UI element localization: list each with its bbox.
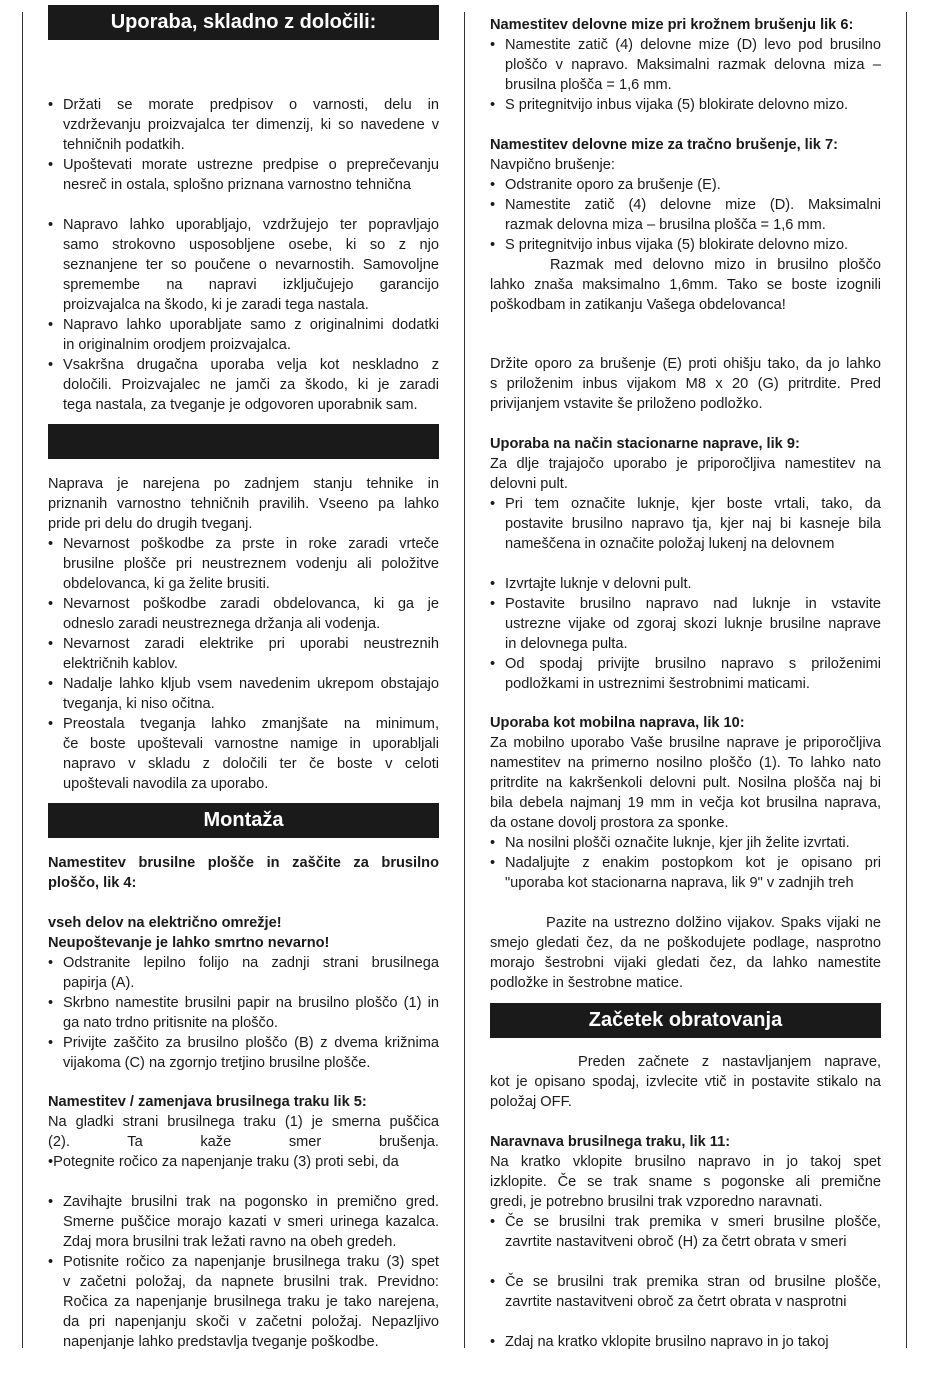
section-title-zacetek: Začetek obratovanja (490, 1003, 881, 1038)
list-item (48, 315, 439, 355)
tveganja-list (48, 534, 439, 794)
list-item-first-line: • Zdaj na kratko vklopite brusilno napravo in jo takoj (490, 1332, 881, 1352)
section-title-tveganja (48, 424, 439, 459)
lik7-heading: Namestitev delovne mize za tračno brušenje, lik 7: (490, 137, 838, 153)
text-line: kot je opisano spodaj, izvlecite vtič in postavite stikalo na (490, 1074, 881, 1090)
list-item-first-line: • S pritegnitvijo inbus vijaka (5) blokirate delovno mizo. (490, 95, 881, 115)
list-item (48, 1192, 439, 1252)
text-line: zavrtite nastavitveni obroč za četrt obrata v nasprotni (505, 1294, 847, 1310)
text-line: razmak delovna miza – brusilna plošča = 1,6 mm. (505, 217, 826, 233)
list-item-first-line: • Odstranite oporo za brušenje (E). (490, 175, 881, 195)
text-line: papirja (A). (63, 975, 135, 991)
list-item-first-line: • Privijte zaščito za brusilno ploščo (B) z dvema križnima (48, 1033, 439, 1053)
list-item-first-line: • Pri tem označite luknje, kjer boste vrtali, tako, da (490, 494, 881, 514)
list-item-first-line: • Na nosilni plošči označite luknje, kjer jih želite izvrtati. (490, 833, 881, 853)
text-line: (2). Ta kaže smer brušenja. (48, 1134, 439, 1150)
list-item-first-line: • Namestite zatič (4) delovne mize (D) levo pod brusilno (490, 35, 881, 55)
list-item-first-line: • Nadaljujte z enakim postopkom kot je opisano pri (490, 853, 881, 873)
text-line: lahko znaša maksimalno 1,6mm. Tako se boste izognili (490, 277, 881, 293)
text-line: Neupoštevanje je lahko smrtno nevarno! (48, 935, 330, 951)
text-line: bila debela najmanj 19 mm in večja kot brusilna naprava, (490, 795, 881, 811)
text-line: tveganja, ki niso očitna. (63, 696, 215, 712)
list-item (48, 215, 439, 315)
text-line: napravo v skladu z določili ter če boste v celoti (63, 756, 439, 772)
text-line: ustrezne vijake od zgoraj skozi luknje brusilne naprave (505, 616, 881, 632)
text-line: brusilna plošča = 1,6 mm. (505, 77, 672, 93)
text-line: podložkami in ustreznimi šestrobnimi maticami. (505, 676, 810, 692)
lik10-heading: Uporaba kot mobilna naprava, lik 10: (490, 715, 745, 731)
text-line: •Potegnite ročico za napenjanje traku (3) proti sebi, da (48, 1154, 399, 1170)
list-item-first-line: • Skrbno namestite brusilni papir na brusilno ploščo (1) in (48, 993, 439, 1013)
lik4-heading (48, 853, 439, 893)
lik11-heading: Naravnava brusilnega traku, lik 11: (490, 1134, 731, 1150)
text-line: Za mobilno uporabo Vaše brusilne naprave je priporočljiva (490, 735, 881, 751)
list-item (490, 35, 881, 95)
list-item (48, 95, 439, 155)
text-line: in originalnim orodjem proizvajalca. (63, 337, 291, 353)
text-line: Na kratko vklopite brusilno napravo in jo takoj spet (490, 1154, 881, 1170)
text-line: obdelovanca, ki ga želite brusiti. (63, 576, 270, 592)
list-item (490, 654, 881, 694)
uporaba-list (48, 95, 439, 415)
list-item-first-line: • Napravo lahko uporabljajo, vzdržujejo ter popravljajo (48, 215, 439, 235)
text-line: poškodbam in zatikanju Vašega obdelovanca! (490, 297, 786, 313)
zacetek-text (490, 1052, 881, 1112)
text-line: podložke in šestrobne matice. (490, 975, 684, 991)
text-line: da ostane dovolj prostora za sponke. (490, 815, 729, 831)
text-line: v začetni položaj, da napnete brusilni trak. Previdno: (63, 1274, 439, 1290)
list-item (48, 534, 439, 594)
list-item-first-line: • Izvrtajte luknje v delovni pult. (490, 574, 881, 594)
lik6-list (490, 35, 881, 115)
list-item-first-line: • Nevarnost zaradi elektrike pri uporabi neustreznih (48, 634, 439, 654)
text-line: brusilne plošče pri neustreznem vodenju ali položitve (63, 556, 439, 572)
text-line: ploščo, lik 4: (48, 875, 137, 891)
list-item (490, 833, 881, 853)
text-line: zavrtite nastavitveni obroč (H) za četrt obrata v smeri (505, 1234, 847, 1250)
list-item (48, 674, 439, 714)
list-item-first-line: • S pritegnitvijo inbus vijaka (5) blokirate delovno mizo. (490, 235, 881, 255)
text-line: Ročica za napenjanje brusilnega traku je tako narejena, (63, 1294, 439, 1310)
list-item (48, 714, 439, 794)
tveganja-intro (48, 474, 439, 534)
text-line: električnih kablov. (63, 656, 178, 672)
text-line: "uporaba kot stacionarna naprava, lik 9" v zadnjih treh (505, 875, 854, 891)
list-item (48, 594, 439, 634)
text-line: Preden začnete z nastavljanjem naprave, (578, 1054, 881, 1070)
text-line: da pri napenjanju skoči v začetni položaj. Nepazljivo (63, 1314, 439, 1330)
left-margin-rule (22, 12, 23, 1348)
list-item (490, 195, 881, 235)
text-line: Zdaj mora brusilni trak ležati ravno na obeh gredeh. (63, 1234, 397, 1250)
text-line: Na gladki strani brusilnega traku (1) je smerna puščica (48, 1114, 439, 1130)
text-line: tehničnih podatkih. (63, 137, 185, 153)
text-line: smejo gledati čez, da ne poškodujete podlage, nasprotno (490, 935, 881, 951)
list-item-first-line: • Držati se morate predpisov o varnosti, delu in (48, 95, 439, 115)
lik5-list (48, 1192, 439, 1352)
text-line: določili. Proizvajalec ne jamči za škodo, ki je zaradi (63, 377, 439, 393)
list-item (48, 1252, 439, 1352)
list-item-first-line: • Vsakršna drugačna uporaba velja kot neskladno z (48, 355, 439, 375)
list-item-first-line: • Preostala tveganja lahko zmanjšate na minimum, (48, 714, 439, 734)
lik9-heading: Uporaba na način stacionarne naprave, lik 9: (490, 436, 800, 452)
text-line: spremembe na napravi izključujejo garancijo (63, 277, 439, 293)
text-line: Naprava je narejena po zadnjem stanju tehnike in (48, 476, 439, 492)
text-line: privijanjem vstavite še priloženo podložko. (490, 396, 763, 412)
text-line: vijakoma (C) na zgornjo tretjino brusilne plošče. (63, 1055, 371, 1071)
list-item (48, 634, 439, 674)
list-item (490, 1332, 881, 1352)
list-item (490, 853, 881, 893)
opora-text (490, 354, 881, 414)
lik10-text (490, 733, 881, 833)
text-line: gredi, je potrebno brusilni trak vzporedno naravnati. (490, 1194, 823, 1210)
lik7-note (490, 255, 881, 315)
list-item (490, 594, 881, 654)
list-item-first-line: • Nadalje lahko kljub vsem navedenim ukrepom obstajajo (48, 674, 439, 694)
text-line: odneslo zaradi neustreznega držanja ali vodenja. (63, 616, 381, 632)
text-line: vzdrževanju proizvajalca ter dimenzij, ki so navedene v (63, 117, 439, 133)
list-item (490, 235, 881, 255)
lik11-list (490, 1212, 881, 1352)
center-column-rule (464, 12, 465, 1348)
text-line: Smerne puščice morajo kazati v smeri urinega kazalca. (63, 1214, 439, 1230)
list-item-first-line: • Namestite zatič (4) delovne mize (D). Maksimalni (490, 195, 881, 215)
list-item (490, 494, 881, 554)
list-item (490, 574, 881, 594)
lik6-heading: Namestitev delovne mize pri krožnem brušenju lik 6: (490, 17, 854, 33)
lik7-list (490, 175, 881, 255)
list-item-first-line: • Upoštevati morate ustrezne predpise o preprečevanju (48, 155, 439, 175)
text-line: delovni pult. (490, 476, 568, 492)
text-line: namestitev na primerno nosilno ploščo (1). To lahko nato (490, 755, 881, 771)
list-item (490, 95, 881, 115)
text-line: položaj OFF. (490, 1094, 572, 1110)
text-line: in delovnega pulta. (505, 636, 628, 652)
list-item-first-line: • Če se brusilni trak premika stran od brusilne plošče, (490, 1272, 881, 1292)
text-line: nameščena in označite položaj lukenj na delovnem (505, 536, 835, 552)
list-item (490, 175, 881, 195)
lik10-list (490, 833, 881, 893)
lik7-subheading: Navpično brušenje: (490, 157, 615, 173)
text-line: postavite brusilno napravo tja, kjer naj bi kasneje bila (505, 516, 881, 532)
list-item (48, 953, 439, 993)
text-line: Namestitev brusilne plošče in zaščite za brusilno (48, 855, 439, 871)
text-line: s priloženim inbus vijakom M8 x 20 (G) pritrdite. Pred (490, 376, 881, 392)
text-line: proizvajalca na škodo, ki je zaradi tega nastala. (63, 297, 369, 313)
text-line: Razmak med delovno mizo in brusilno ploščo (550, 257, 881, 273)
text-line: priznanih varnostno tehničnih pravilih. Vseeno pa lahko (48, 496, 439, 512)
list-item-first-line: • Zavihajte brusilni trak na pogonsko in premično gred. (48, 1192, 439, 1212)
text-line: tega nastala, za tveganje je odgovoren uporabnik sam. (63, 397, 418, 413)
list-item (48, 355, 439, 415)
list-item-first-line: • Od spodaj privijte brusilno napravo s priloženimi (490, 654, 881, 674)
list-item (48, 155, 439, 195)
text-line: če boste upoštevali varnostne namige in uporabljali (63, 736, 439, 752)
list-item-first-line: • Postavite brusilno napravo nad luknje in vstavite (490, 594, 881, 614)
lik9-list-a (490, 494, 881, 554)
text-line: pritrdite na kakršenkoli delovni pult. Nosilna plošča naj bi (490, 775, 881, 791)
list-item (490, 1212, 881, 1252)
right-margin-rule (906, 12, 907, 1348)
lik11-text (490, 1152, 881, 1212)
list-item (48, 1033, 439, 1073)
text-line: seznanjene ter so poučene o nevarnostih. Samovoljne (63, 257, 439, 273)
list-item-first-line: • Potisnite ročico za napenjanje brusilnega traku (3) spet (48, 1252, 439, 1272)
text-line: samo strokovno usposobljene osebe, ki so z njo (63, 237, 439, 253)
lik4-warning (48, 913, 439, 953)
text-line: pride pri delu do drugih tveganj. (48, 516, 253, 532)
text-line: Držite oporo za brušenje (E) proti ohišju tako, da jo lahko (490, 356, 881, 372)
section-title-montaza: Montaža (48, 803, 439, 838)
lik5-heading: Namestitev / zamenjava brusilnega traku lik 5: (48, 1094, 367, 1110)
text-line: izklopite. Če se trak sname s pogonske ali premične (490, 1174, 881, 1190)
text-line: napenjanje lahko predstavlja tveganje poškodbe. (63, 1334, 379, 1350)
list-item-first-line: • Nevarnost poškodbe za prste in roke zaradi vrteče (48, 534, 439, 554)
text-line: vseh delov na električno omrežje! (48, 915, 282, 931)
lik10-note (490, 913, 881, 993)
lik5-text (48, 1112, 439, 1172)
lik9-text (490, 454, 881, 494)
list-item (48, 993, 439, 1033)
text-line: upoštevali navodila za uporabo. (63, 776, 269, 792)
list-item-first-line: • Če se brusilni trak premika v smeri brusilne plošče, (490, 1212, 881, 1232)
list-item-first-line: • Napravo lahko uporabljate samo z originalnimi dodatki (48, 315, 439, 335)
text-line: nesreč in ostala, splošno priznana varnostno tehnična (63, 177, 412, 193)
text-line: Pazite na ustrezno dolžino vijakov. Spaks vijaki ne (546, 915, 881, 931)
lik9-list-b (490, 574, 881, 694)
text-line: ploščo v napravo. Maksimalni razmak delovna miza – (505, 57, 881, 73)
list-item (490, 1272, 881, 1312)
text-line: morajo šestrobni vijaki gledati čez, da lahko namestite (490, 955, 881, 971)
list-item-first-line: • Nevarnost poškodbe zaradi obdelovanca, ki ga je (48, 594, 439, 614)
lik4-list (48, 953, 439, 1073)
text-line: ga nato trdno pritisnite na ploščo. (63, 1015, 278, 1031)
list-item-first-line: • Odstranite lepilno folijo na zadnji strani brusilnega (48, 953, 439, 973)
text-line: Za dlje trajajočo uporabo je priporočljiva namestitev na (490, 456, 881, 472)
section-title-uporaba: Uporaba, skladno z določili: (48, 5, 439, 40)
